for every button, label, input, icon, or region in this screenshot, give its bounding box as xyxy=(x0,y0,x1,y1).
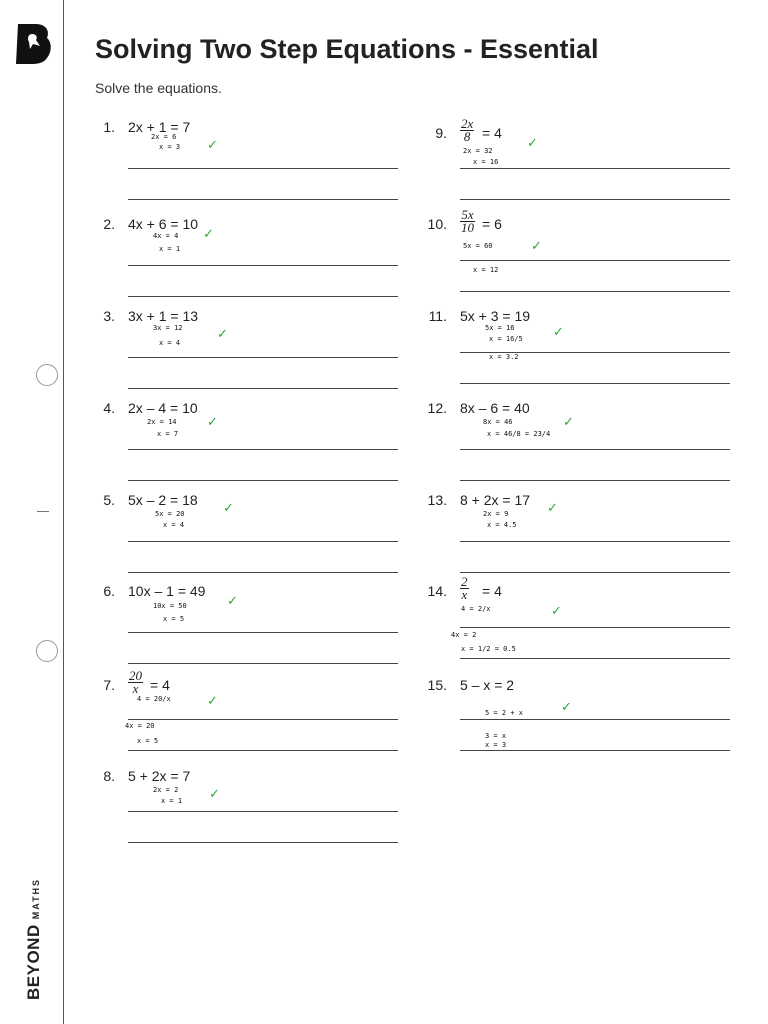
equation: 3x + 1 = 13 xyxy=(128,308,199,324)
check-mark: ✓ xyxy=(207,138,218,153)
working-step: x = 1/2 = 0.5 xyxy=(461,645,516,653)
brand-word: BEYOND xyxy=(24,924,43,1000)
brand-sub: MATHS xyxy=(31,877,41,920)
working-step: 2x = 14 xyxy=(147,418,177,426)
working-step: x = 4 xyxy=(163,521,185,529)
answer-line xyxy=(128,357,398,358)
check-mark: ✓ xyxy=(563,415,574,430)
answer-line xyxy=(128,842,398,843)
check-mark: ✓ xyxy=(203,227,214,242)
fold-mark xyxy=(37,511,49,512)
check-mark: ✓ xyxy=(547,501,558,516)
working-step: x = 16 xyxy=(473,158,499,166)
question-4 xyxy=(95,399,367,489)
working-step: x = 12 xyxy=(473,266,499,274)
check-mark: ✓ xyxy=(553,325,564,340)
check-mark: ✓ xyxy=(527,136,538,151)
answer-line xyxy=(460,383,730,384)
answer-line xyxy=(460,572,730,573)
answer-line xyxy=(128,168,398,169)
equation-rhs: = 4 xyxy=(482,583,502,599)
working-step: x = 5 xyxy=(137,737,159,745)
fraction xyxy=(460,209,475,234)
answer-line xyxy=(460,168,730,169)
check-mark: ✓ xyxy=(207,415,218,430)
numerator: 2x xyxy=(461,116,474,131)
answer-line xyxy=(128,449,398,450)
denominator: 8 xyxy=(463,129,471,144)
answer-line xyxy=(460,449,730,450)
working-step: 5x = 20 xyxy=(155,510,185,518)
answer-line xyxy=(460,291,730,292)
answer-line xyxy=(460,627,730,628)
working-step: 2x = 32 xyxy=(463,147,493,155)
question-number: 3. xyxy=(103,308,115,324)
equation: 2x – 4 = 10 xyxy=(128,400,198,416)
question-number: 15. xyxy=(427,677,447,693)
equation-rhs: = 4 xyxy=(150,677,170,693)
fraction xyxy=(460,118,474,143)
answer-line xyxy=(128,265,398,266)
answer-line xyxy=(128,632,398,633)
page-title: Solving Two Step Equations - Essential xyxy=(95,34,599,64)
question-14 xyxy=(427,574,699,672)
answer-line xyxy=(128,296,398,297)
working-step: x = 46/8 = 23/4 xyxy=(487,430,551,438)
working-step: x = 16/5 xyxy=(489,335,523,343)
brand-label xyxy=(24,878,44,1000)
answer-line xyxy=(128,572,398,573)
equation: 5 + 2x = 7 xyxy=(128,768,191,784)
working-step: x = 1 xyxy=(161,797,183,805)
answer-line xyxy=(128,811,398,812)
check-mark: ✓ xyxy=(223,501,234,516)
question-number: 11. xyxy=(428,308,447,324)
equation: 5 – x = 2 xyxy=(460,677,515,693)
check-mark: ✓ xyxy=(207,694,218,709)
equation: 5x – 2 = 18 xyxy=(128,492,198,508)
answer-line xyxy=(460,719,730,720)
instruction-text: Solve the equations. xyxy=(95,80,222,96)
question-7 xyxy=(95,668,367,766)
question-6 xyxy=(95,582,367,672)
answer-line xyxy=(460,541,730,542)
beyond-logo-icon xyxy=(14,22,52,66)
working-step: 10x = 50 xyxy=(153,602,187,610)
working-step: 3 = x xyxy=(485,732,507,740)
check-mark: ✓ xyxy=(209,787,220,802)
answer-line xyxy=(460,352,730,353)
working-step: 8x = 46 xyxy=(483,418,513,426)
question-11 xyxy=(427,307,699,397)
answer-line xyxy=(460,750,730,751)
working-step: 3x = 12 xyxy=(153,324,183,332)
working-step: x = 4 xyxy=(159,339,181,347)
working-step: 4 = 2/x xyxy=(461,605,491,613)
numerator: 2 xyxy=(461,574,468,589)
answer-line xyxy=(128,199,398,200)
question-9 xyxy=(427,116,699,214)
working-step: 4x = 2 xyxy=(451,631,477,639)
working-step: x = 7 xyxy=(157,430,179,438)
equation: 2x + 1 = 7 xyxy=(128,119,191,135)
equation: 8x – 6 = 40 xyxy=(460,400,530,416)
working-step: 2x = 9 xyxy=(483,510,509,518)
answer-line xyxy=(460,260,730,261)
fraction xyxy=(460,576,469,601)
working-step: x = 1 xyxy=(159,245,181,253)
question-number: 2. xyxy=(103,216,115,232)
denominator: x xyxy=(132,681,139,696)
answer-line xyxy=(128,541,398,542)
check-mark: ✓ xyxy=(551,604,562,619)
fraction xyxy=(128,670,143,695)
equation-rhs: = 6 xyxy=(482,216,502,232)
left-margin xyxy=(0,0,64,1024)
answer-line xyxy=(128,750,398,751)
working-step: 5x = 60 xyxy=(463,242,493,250)
question-number: 8. xyxy=(103,768,115,784)
check-mark: ✓ xyxy=(561,700,572,715)
answer-line xyxy=(128,719,398,720)
question-number: 12. xyxy=(427,400,447,416)
working-step: x = 3 xyxy=(159,143,181,151)
denominator: 10 xyxy=(461,220,474,235)
answer-line xyxy=(128,663,398,664)
binder-hole-top xyxy=(36,364,58,386)
equation-rhs: = 4 xyxy=(482,125,502,141)
working-step: x = 3 xyxy=(485,741,507,749)
question-1 xyxy=(95,118,367,208)
check-mark: ✓ xyxy=(217,327,228,342)
equation: 5x + 3 = 19 xyxy=(460,308,531,324)
check-mark: ✓ xyxy=(531,239,542,254)
question-2 xyxy=(95,215,367,305)
answer-line xyxy=(128,388,398,389)
equation: 10x – 1 = 49 xyxy=(128,583,206,599)
working-step: 2x = 6 xyxy=(151,133,177,141)
question-number: 10. xyxy=(427,216,447,232)
question-13 xyxy=(427,491,699,581)
question-number: 13. xyxy=(427,492,447,508)
question-number: 7. xyxy=(103,677,115,693)
working-step: 4x = 4 xyxy=(153,232,179,240)
working-step: 4 = 20/x xyxy=(137,695,171,703)
margin-line xyxy=(63,0,64,1024)
question-number: 1. xyxy=(103,119,115,135)
question-number: 9. xyxy=(435,125,447,141)
equation: 8 + 2x = 17 xyxy=(460,492,531,508)
working-step: x = 5 xyxy=(163,615,185,623)
numerator: 5x xyxy=(461,207,474,222)
question-number: 14. xyxy=(427,583,447,599)
binder-hole-bottom xyxy=(36,640,58,662)
numerator: 20 xyxy=(129,668,142,683)
question-number: 4. xyxy=(103,400,115,416)
working-step: 2x = 2 xyxy=(153,786,179,794)
working-step: 5x = 16 xyxy=(485,324,515,332)
working-step: 4x = 20 xyxy=(125,722,155,730)
working-step: x = 3.2 xyxy=(489,353,519,361)
question-15 xyxy=(427,676,699,766)
question-12 xyxy=(427,399,699,489)
working-step: x = 4.5 xyxy=(487,521,517,529)
check-mark: ✓ xyxy=(227,594,238,609)
question-8 xyxy=(95,767,367,857)
question-5 xyxy=(95,491,367,581)
answer-line xyxy=(460,199,730,200)
denominator: x xyxy=(461,587,468,602)
answer-line xyxy=(460,658,730,659)
question-10 xyxy=(427,207,699,305)
question-3 xyxy=(95,307,367,397)
equation: 4x + 6 = 10 xyxy=(128,216,199,232)
question-number: 5. xyxy=(103,492,115,508)
question-number: 6. xyxy=(103,583,115,599)
working-step: 5 = 2 + x xyxy=(485,709,523,717)
answer-line xyxy=(460,480,730,481)
answer-line xyxy=(128,480,398,481)
